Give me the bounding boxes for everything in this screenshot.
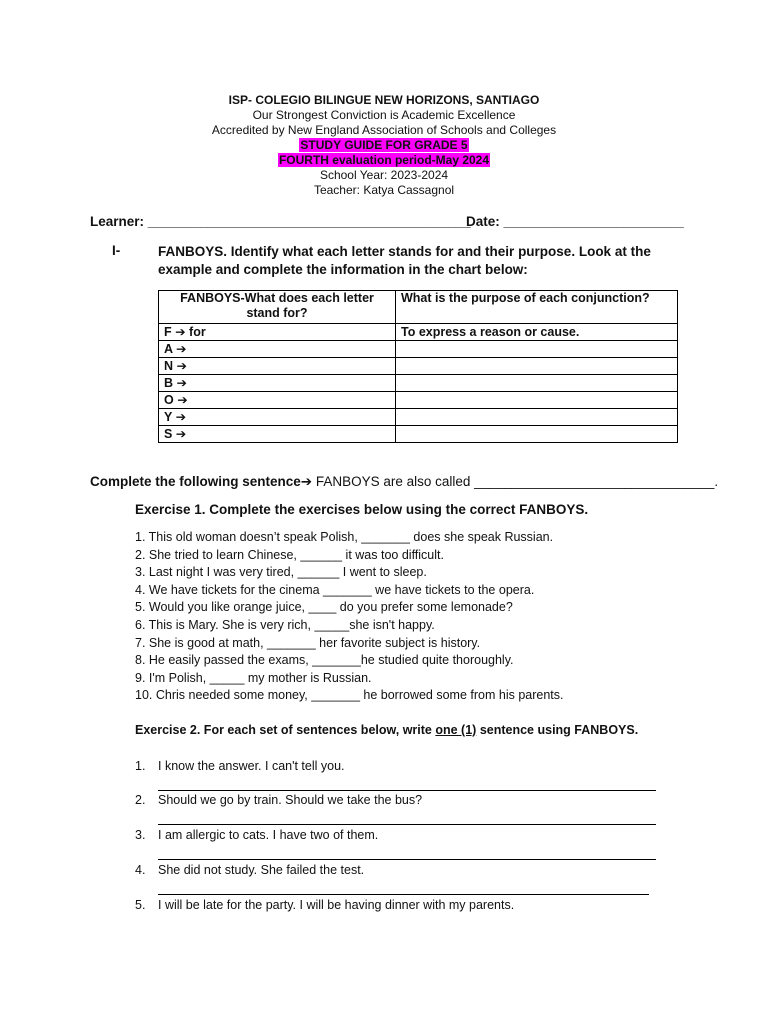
chart-purpose-cell[interactable] (396, 341, 678, 358)
school-year: School Year: 2023-2024 (319, 168, 449, 182)
list-item (135, 828, 378, 842)
chart-letter-cell[interactable]: B ➔ (159, 375, 396, 392)
list-item[interactable]: 4. We have tickets for the cinema _______ we have tickets to the opera. (135, 582, 535, 597)
item-text: I will be late for the party. I will be having dinner with my parents. (158, 898, 515, 912)
item-text: She did not study. She failed the test. (158, 863, 365, 877)
complete-sentence-lead: Complete the following sentence➔ (90, 474, 313, 489)
list-item[interactable]: 7. She is good at math, _______ her favorite subject is history. (135, 635, 481, 650)
list-item[interactable]: 2. She tried to learn Chinese, ______ it was too difficult. (135, 547, 444, 562)
table-row (159, 375, 678, 392)
answer-line[interactable] (158, 790, 656, 791)
chart-header-row (159, 291, 678, 324)
accreditation-line: Accredited by New England Association of Schools and Colleges (211, 123, 557, 137)
list-item[interactable]: 10. Chris needed some money, _______ he borrowed some from his parents. (135, 688, 564, 703)
exercise2-title-underlined: one (1) (435, 723, 477, 737)
chart-letter-cell[interactable]: Y ➔ (159, 409, 396, 426)
chart-letter-cell[interactable]: O ➔ (159, 392, 396, 409)
item-text: I know the answer. I can't tell you. (158, 759, 345, 773)
exercise2-title-pre: Exercise 2. For each set of sentences below, write (135, 723, 436, 737)
chart-purpose-cell[interactable] (396, 392, 678, 409)
table-row (159, 341, 678, 358)
table-row (159, 409, 678, 426)
list-item[interactable]: 5. Would you like orange juice, ____ do you prefer some lemonade? (135, 600, 513, 615)
list-item[interactable]: 6. This is Mary. She is very rich, _____she isn't happy. (135, 617, 435, 632)
item-number: 5. (135, 898, 146, 912)
learner-field[interactable]: Learner: ___________________________________________ (90, 214, 471, 229)
exercise1-list (135, 529, 563, 705)
list-item (135, 898, 514, 912)
item-number: 4. (135, 863, 146, 877)
table-row (159, 392, 678, 409)
answer-line[interactable] (158, 824, 656, 825)
answer-line[interactable] (158, 859, 656, 860)
table-row (159, 324, 678, 341)
date-field[interactable]: Date: ________________________ (466, 214, 684, 229)
list-item (135, 793, 422, 807)
chart-letter-cell[interactable]: A ➔ (159, 341, 396, 358)
table-row (159, 426, 678, 443)
chart-purpose-cell[interactable]: To express a reason or cause. (396, 324, 678, 341)
chart-purpose-cell[interactable] (396, 426, 678, 443)
teacher-name: Teacher: Katya Cassagnol (313, 183, 455, 197)
complete-sentence[interactable] (90, 474, 718, 490)
fanboys-chart (158, 290, 678, 443)
exercise2-title-post: sentence using FANBOYS. (476, 723, 639, 737)
item-number: 2. (135, 793, 146, 807)
item-text: I am allergic to cats. I have two of them. (158, 828, 379, 842)
exercise1-title: Exercise 1. Complete the exercises below using the correct FANBOYS. (135, 502, 589, 517)
list-item[interactable]: 1. This old woman doesn’t speak Polish, _______ does she speak Russian. (135, 530, 554, 544)
complete-sentence-rest: FANBOYS are also called ________________________________. (312, 474, 719, 489)
list-item (135, 863, 364, 877)
list-item[interactable]: 9. I'm Polish, _____ my mother is Russian. (135, 670, 372, 685)
list-item (135, 759, 345, 773)
study-guide-title: STUDY GUIDE FOR GRADE 5 (300, 138, 468, 152)
item-number: 3. (135, 828, 146, 842)
school-name: ISP- COLEGIO BILINGUE NEW HORIZONS, SANTIAGO (228, 93, 540, 107)
chart-letter-cell[interactable]: S ➔ (159, 426, 396, 443)
evaluation-period: FOURTH evaluation period-May 2024 (278, 153, 490, 167)
chart-letter-cell[interactable]: N ➔ (159, 358, 396, 375)
chart-purpose-cell[interactable] (396, 375, 678, 392)
school-motto: Our Strongest Conviction is Academic Excellence (252, 108, 516, 122)
exercise2-title (135, 723, 638, 737)
section-instruction: FANBOYS. Identify what each letter stands for and their purpose. Look at the example and complete the information in the chart below: (158, 244, 651, 277)
item-text: Should we go by train. Should we take the bus? (158, 793, 423, 807)
chart-purpose-cell[interactable] (396, 358, 678, 375)
document-header (0, 93, 768, 198)
list-item[interactable]: 8. He easily passed the exams, _______he studied quite thoroughly. (135, 653, 514, 668)
answer-line[interactable] (158, 894, 649, 895)
chart-header-purpose: What is the purpose of each conjunction? (396, 291, 678, 324)
item-number: 1. (135, 759, 146, 773)
chart-letter-cell: F ➔ for (159, 324, 396, 341)
list-item[interactable]: 3. Last night I was very tired, ______ I went to sleep. (135, 565, 427, 580)
table-row (159, 358, 678, 375)
section-number: I- (112, 243, 121, 258)
chart-purpose-cell[interactable] (396, 409, 678, 426)
chart-header-letter: FANBOYS-What does each letter stand for? (159, 291, 396, 324)
